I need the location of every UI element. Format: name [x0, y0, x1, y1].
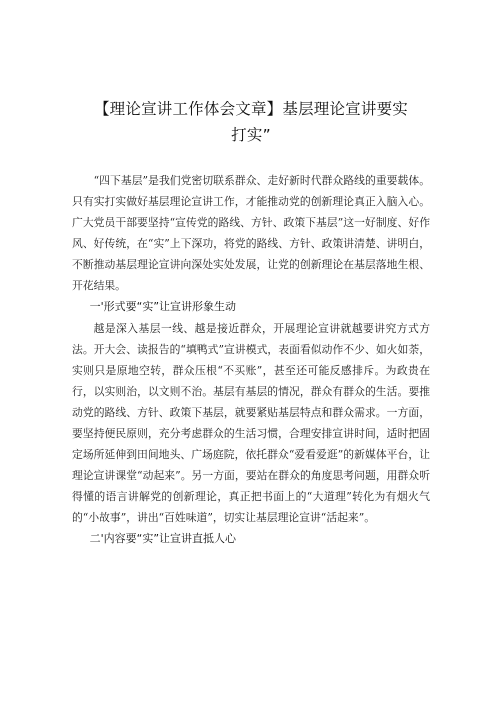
section-heading-2: 二'内容要“实”让宣讲直抵人心 — [89, 532, 237, 545]
section-1-paragraph: 越是深入基层一线、越是接近群众，开展理论宣讲就越要讲究方式方法。开大会、读报告的“填鸭式”宣讲模式，表面看似动作不少、如火如荼，实则只是原地空转，群众压根“不买账”，甚至还可能反感排斥。为政贵在行，以实则治，以文则不治。基层有基层的情况，群众有群众的生活。要推动党的路线、方针、政策下基层，就要紧贴基层特点和群众需求。一方面，要坚持便民原则，充分考虑群众的生活习惯，合理安排宣讲时间，适时把固定场所延伸到田间地头、广场庭院，依托群众“爱看爱逛”的新媒体平台，让理论宣讲课堂“动起来”。另一方面，要站在群众的角度思考问题，用群众听得懂的语言讲解党的创新理论，真正把书面上的“大道理”转化为有烟火气的“小故事”，讲出“百姓味道”，切实让基层理论宣讲“活起来”。 — [72, 322, 430, 524]
section-heading-1: 一'形式要“实”让宣讲形象生动 — [89, 300, 237, 313]
document-title — [72, 96, 430, 148]
intro-paragraph: “四下基层”是我们党密切联系群众、走好新时代群众路线的重要载体。只有实打实做好基层理论宣讲工作，才能推动党的创新理论真正入脑入心。广大党员干部要坚持“宣传党的路线、方针、政策下基层”这一好制度、好作风、好传统，在“实”上下深功，将党的路线、方针、政策讲清楚、讲明白，不断推动基层理论宣讲向深处实处发展，让党的创新理论在基层落地生根、开花结果。 — [72, 174, 430, 292]
document-body — [72, 170, 430, 550]
title-line-2: 打实” — [231, 126, 271, 144]
title-line-1: 【理论宣讲工作体会文章】基层理论宣讲要实 — [93, 100, 408, 118]
